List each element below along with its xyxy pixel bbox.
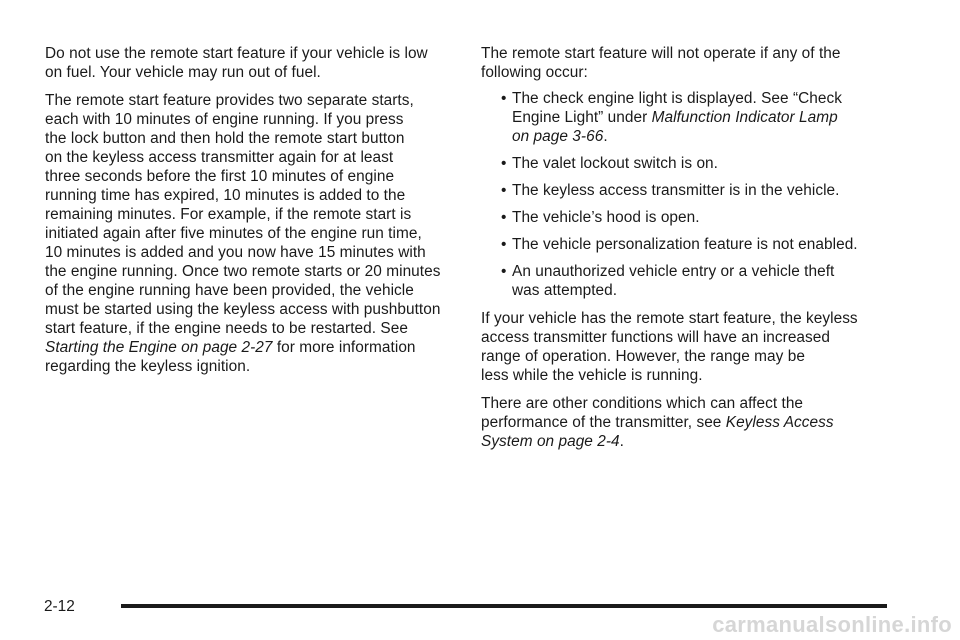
text-line <box>45 338 455 357</box>
other-conditions-paragraph <box>481 394 901 451</box>
footer-rule <box>121 604 887 608</box>
text-line: was attempted. <box>512 282 618 299</box>
text-line: remaining minutes. For example, if the remote start is <box>45 206 412 223</box>
text-line: start feature, if the engine needs to be restarted. See <box>45 320 408 337</box>
right-column <box>481 44 901 460</box>
text-line: 10 minutes is added and you now have 15 minutes with <box>45 244 426 261</box>
text-line: on fuel. Your vehicle may run out of fuel. <box>45 64 321 81</box>
text-line: three seconds before the first 10 minutes of engine <box>45 168 395 185</box>
text-run: . <box>619 433 624 450</box>
keyless-access-page-reference[interactable]: System on page 2-4 <box>481 433 620 450</box>
text-line: The vehicle personalization feature is not enabled. <box>512 236 858 253</box>
text-line: range of operation. However, the range may be <box>481 348 805 365</box>
text-line: access transmitter functions will have an increased <box>481 329 830 346</box>
text-line: following occur: <box>481 64 588 81</box>
list-item <box>481 89 901 146</box>
bullet-icon: • <box>501 236 507 253</box>
text-line: running time has expired, 10 minutes is added to the <box>45 187 406 204</box>
text-line: If your vehicle has the remote start feature, the keyless <box>481 310 858 327</box>
text-run: Engine Light” under <box>512 109 652 126</box>
text-run: for more information <box>272 339 416 356</box>
bullet-icon: • <box>501 182 507 199</box>
bullet-icon: • <box>501 209 507 226</box>
text-line: The remote start feature provides two separate starts, <box>45 92 414 109</box>
bullet-icon: • <box>501 90 507 107</box>
watermark: carmanualsonline.info <box>712 612 952 637</box>
list-item <box>481 181 901 200</box>
list-item <box>481 262 901 300</box>
text-line: There are other conditions which can affect the <box>481 395 804 412</box>
text-line: initiated again after five minutes of the engine run time, <box>45 225 422 242</box>
text-line <box>481 413 901 432</box>
text-line: Do not use the remote start feature if your vehicle is low <box>45 45 428 62</box>
two-starts-paragraph <box>45 91 455 376</box>
page-number: 2-12 <box>44 598 75 615</box>
text-line: on the keyless access transmitter again for at least <box>45 149 394 166</box>
text-line: The valet lockout switch is on. <box>512 155 718 172</box>
text-run: . <box>603 128 608 145</box>
list-item <box>481 154 901 173</box>
text-line: An unauthorized vehicle entry or a vehicle theft <box>512 263 835 280</box>
text-line <box>481 432 901 451</box>
text-run: performance of the transmitter, see <box>481 414 726 431</box>
text-line <box>512 108 901 127</box>
text-line: the engine running. Once two remote starts or 20 minutes <box>45 263 441 280</box>
left-column <box>45 44 455 385</box>
bullet-icon: • <box>501 155 507 172</box>
list-item <box>481 235 901 254</box>
text-line: The remote start feature will not operate if any of the <box>481 45 841 62</box>
text-line: of the engine running have been provided, the vehicle <box>45 282 414 299</box>
keyless-access-reference[interactable]: Keyless Access <box>725 414 834 431</box>
text-line: The check engine light is displayed. See “Check <box>512 90 843 107</box>
text-line: must be started using the keyless access with pushbutton <box>45 301 441 318</box>
list-item <box>481 208 901 227</box>
text-line: regarding the keyless ignition. <box>45 358 251 375</box>
bullet-icon: • <box>501 263 507 280</box>
text-line: The vehicle’s hood is open. <box>512 209 700 226</box>
starting-engine-reference[interactable]: Starting the Engine on page 2-27 <box>45 339 273 356</box>
text-line: each with 10 minutes of engine running. If you press <box>45 111 404 128</box>
range-paragraph <box>481 309 901 385</box>
text-line: The keyless access transmitter is in the vehicle. <box>512 182 840 199</box>
conditions-intro-paragraph <box>481 44 901 82</box>
malfunction-lamp-reference[interactable]: Malfunction Indicator Lamp <box>651 109 838 126</box>
text-line <box>512 127 901 146</box>
malfunction-lamp-page-reference[interactable]: on page 3-66 <box>512 128 604 145</box>
fuel-warning-paragraph <box>45 44 455 82</box>
conditions-list <box>481 89 901 300</box>
text-line: less while the vehicle is running. <box>481 367 703 384</box>
text-line: the lock button and then hold the remote start button <box>45 130 405 147</box>
